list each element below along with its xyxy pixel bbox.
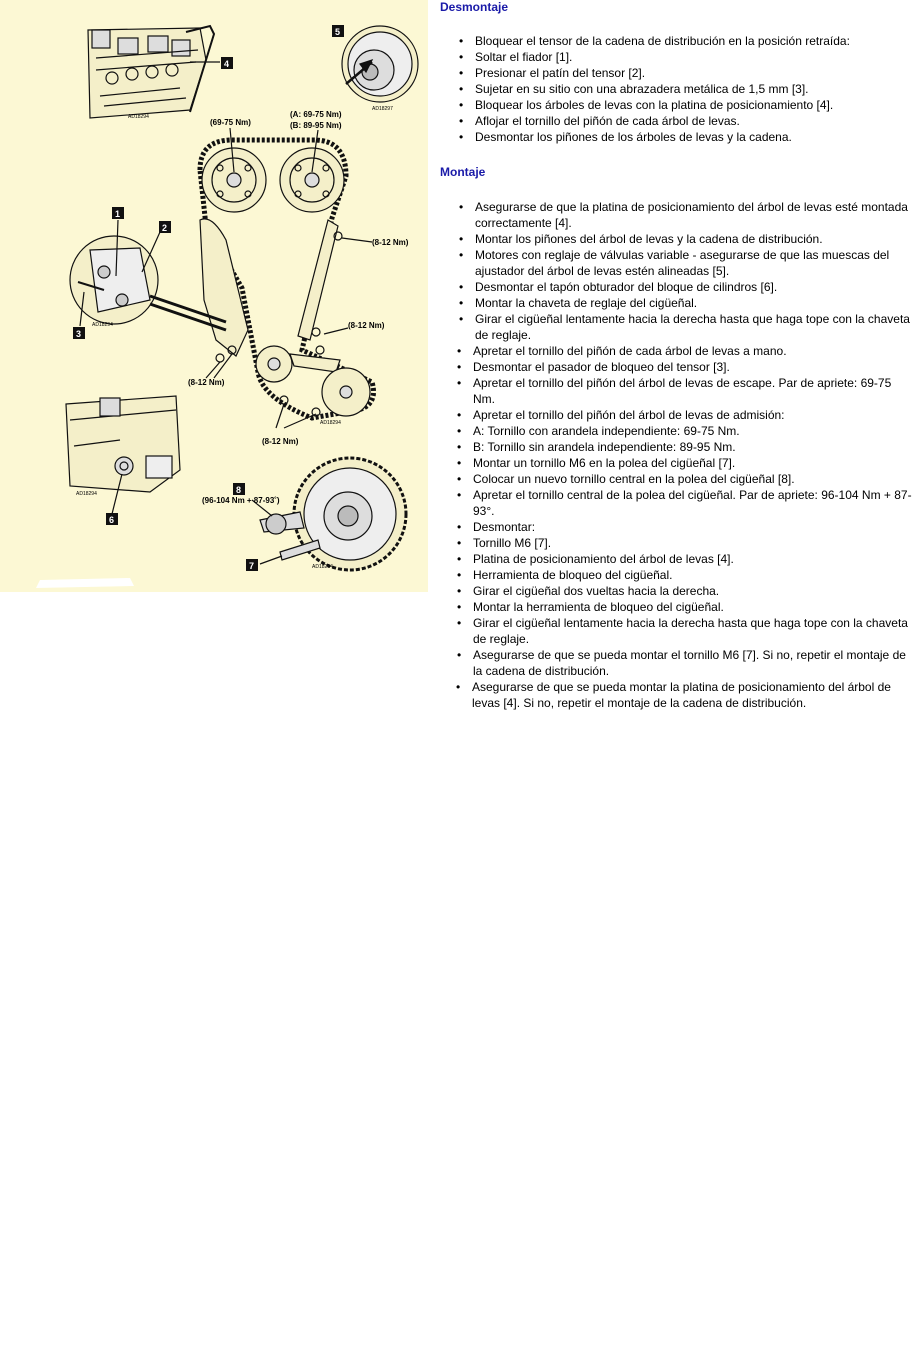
- callout-1: [112, 207, 124, 219]
- list-item: • Herramienta de bloqueo del cigüeñal.: [457, 568, 673, 582]
- list-item: • Desmontar el tapón obturador del bloque de cilindros [6].: [459, 280, 778, 294]
- torque-tensioner: (8-12 Nm): [348, 321, 385, 330]
- list-item: • Girar el cigüeñal lentamente hacia la derecha hasta que haga tope con la chaveta de reglaje.: [459, 312, 910, 342]
- list-item: • B: Tornillo sin arandela independiente: 89-95 Nm.: [457, 440, 736, 454]
- torque-guide-bottom: (8-12 Nm): [262, 437, 299, 446]
- callout-8: [233, 483, 245, 495]
- list-item: • Presionar el patín del tensor [2].: [459, 66, 646, 80]
- montaje-list: [440, 199, 916, 711]
- torque-cam-right-b: (B: 89-95 Nm): [290, 121, 342, 130]
- svg-text:AD18294: AD18294: [92, 322, 113, 328]
- svg-text:5: 5: [335, 27, 341, 37]
- list-item: • A: Tornillo con arandela independiente: 69-75 Nm.: [457, 424, 740, 438]
- list-item: • Desmontar el pasador de bloqueo del tensor [3].: [457, 360, 730, 374]
- blank-mark: [36, 578, 134, 588]
- svg-text:8: 8: [236, 485, 242, 495]
- list-item: • Apretar el tornillo del piñón del árbol de levas de admisión:: [457, 408, 785, 422]
- svg-text:4: 4: [224, 59, 230, 69]
- list-item: • Motores con reglaje de válvulas variable - asegurarse de que las muescas del ajustador del árbol de levas estén alineadas [5].: [459, 248, 890, 278]
- svg-text:AD18294: AD18294: [76, 491, 97, 497]
- crank-pulley: [252, 458, 406, 570]
- callout-4: [221, 57, 233, 69]
- list-item: • Asegurarse de que la platina de posicionamiento del árbol de levas esté montada correctamente [4].: [459, 200, 908, 230]
- list-item: • Asegurarse de que se pueda montar la platina de posicionamiento del árbol de levas [4]. Si no, repetir el montaje de la cadena de distribución.: [456, 680, 891, 710]
- list-item: • Apretar el tornillo del piñón del árbol de levas de escape. Par de apriete: 69-75 Nm.: [457, 376, 892, 406]
- svg-text:AD18294: AD18294: [128, 114, 149, 120]
- list-item: • Girar el cigüeñal lentamente hacia la derecha hasta que haga tope con la chaveta de reglaje.: [457, 616, 908, 646]
- torque-cam-left: (69-75 Nm): [210, 118, 251, 127]
- list-item: • Tornillo M6 [7].: [457, 536, 552, 550]
- list-item: • Desmontar los piñones de los árboles de levas y la cadena.: [459, 130, 792, 144]
- list-item: • Sujetar en su sitio con una abrazadera metálica de 1,5 mm [3].: [459, 82, 809, 96]
- diagram-svg: [0, 0, 428, 592]
- svg-text:1: 1: [115, 209, 121, 219]
- list-item: • Asegurarse de que se pueda montar el tornillo M6 [7]. Si no, repetir el montaje de la cadena de distribución.: [457, 648, 906, 678]
- timing-chain-diagram: [0, 0, 428, 592]
- list-item: • Colocar un nuevo tornillo central en la polea del cigüeñal [8].: [457, 472, 795, 486]
- list-item: • Apretar el tornillo del piñón de cada árbol de levas a mano.: [457, 344, 787, 358]
- callout-2: [159, 221, 171, 233]
- camshaft-plate-inset: [88, 26, 220, 120]
- list-item: • Platina de posicionamiento del árbol de levas [4].: [457, 552, 734, 566]
- timing-chain-main: [200, 128, 374, 428]
- list-item: • Montar la chaveta de reglaje del cigüeñal.: [459, 296, 698, 310]
- list-item: • Bloquear los árboles de levas con la platina de posicionamiento [4].: [459, 98, 834, 112]
- list-item: • Desmontar:: [457, 520, 536, 534]
- svg-text:6: 6: [109, 515, 115, 525]
- list-item: • Girar el cigüeñal dos vueltas hacia la derecha.: [457, 584, 720, 598]
- list-item: • Aflojar el tornillo del piñón de cada árbol de levas.: [459, 114, 740, 128]
- callout-6: [106, 513, 118, 525]
- vvt-sprocket-inset: [342, 26, 418, 112]
- callout-5: [332, 25, 344, 37]
- svg-text:AD18294: AD18294: [312, 564, 333, 570]
- torque-crank-bolt: (96-104 Nm + 87-93˚): [202, 496, 280, 505]
- callout-3: [73, 327, 85, 339]
- block-plug-inset: [66, 396, 180, 514]
- montaje-heading: Montaje: [440, 165, 486, 179]
- torque-guide-left: (8-12 Nm): [188, 378, 225, 387]
- torque-guide-right: (8-12 Nm): [372, 238, 409, 247]
- list-item: • Apretar el tornillo central de la polea del cigüeñal. Par de apriete: 96-104 Nm + 87-93°.: [457, 488, 912, 518]
- list-item: • Soltar el fiador [1].: [459, 50, 573, 64]
- desmontaje-heading: Desmontaje: [440, 0, 509, 14]
- svg-text:AD18297: AD18297: [372, 106, 393, 112]
- list-item: • Montar la herramienta de bloqueo del cigüeñal.: [457, 600, 724, 614]
- svg-text:2: 2: [162, 223, 168, 233]
- svg-text:AD18294: AD18294: [320, 420, 341, 426]
- list-item: • Montar un tornillo M6 en la polea del cigüeñal [7].: [457, 456, 736, 470]
- desmontaje-list: [440, 33, 916, 145]
- list-item: • Bloquear el tensor de la cadena de distribución en la posición retraída:: [459, 34, 850, 48]
- svg-text:7: 7: [249, 561, 255, 571]
- torque-cam-right-a: (A: 69-75 Nm): [290, 110, 342, 119]
- svg-text:3: 3: [76, 329, 82, 339]
- callout-7: [246, 559, 258, 571]
- list-item: • Montar los piñones del árbol de levas y la cadena de distribución.: [459, 232, 823, 246]
